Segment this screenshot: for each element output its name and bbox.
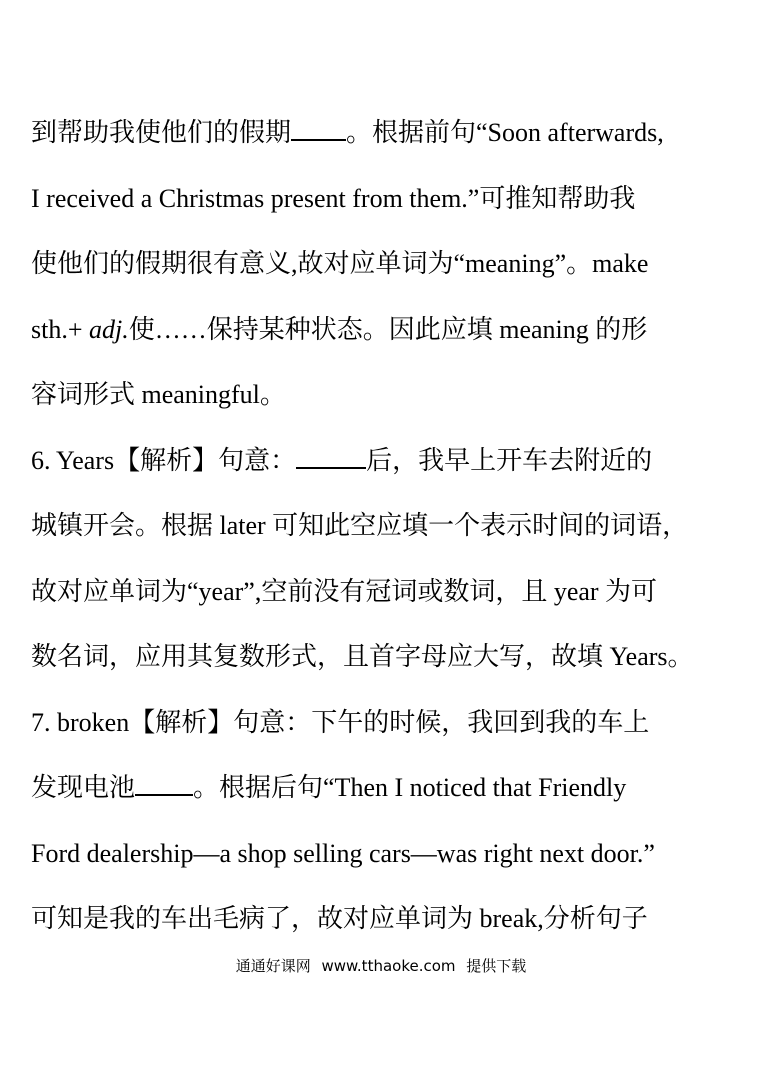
text-segment: 后，我早上开车去附近的 [366, 445, 653, 475]
text-line-7: 城镇开会。根据 later 可知此空应填一个表示时间的词语， [31, 511, 689, 540]
text-line-9: 数名词，应用其复数形式，且首字母应大写，故填 Years。 [31, 642, 694, 671]
text-segment: 。根据后句“Then I noticed that Friendly [193, 773, 627, 802]
text-line-11 [31, 755, 736, 821]
answer-blank [135, 774, 193, 796]
answer-explanation-text [31, 100, 736, 952]
text-segment: 使……保持某种状态。因此应填 meaning 的形 [128, 314, 648, 344]
text-segment: 发现电池 [31, 773, 136, 802]
text-line-5: 容词形式 meaningful。 [31, 380, 286, 409]
text-line-8: 故对应单词为“year”,空前没有冠词或数词，且 year 为可 [31, 576, 658, 606]
text-segment: 6. Years【解析】句意： [31, 445, 297, 475]
text-line-2: I received a Christmas present from them.”可推知帮助我 [31, 183, 636, 213]
text-line-4 [31, 297, 736, 363]
text-line-6 [31, 428, 736, 494]
text-line-1 [31, 100, 736, 166]
text-segment: 。根据前句“Soon afterwards, [346, 118, 664, 147]
text-line-12: Ford dealership—a shop selling cars—was right next door.” [31, 838, 655, 868]
italic-abbreviation: adj. [89, 314, 129, 344]
text-line-3: 使他们的假期很有意义,故对应单词为“meaning”。make [31, 249, 649, 278]
page-footer: 通通好课网 www.tthaoke.com 提供下载 [235, 957, 527, 975]
answer-blank [291, 119, 346, 141]
text-segment: sth.+ [31, 314, 90, 344]
text-segment: 到帮助我使他们的假期 [31, 118, 292, 147]
answer-blank [296, 447, 366, 469]
text-line-13: 可知是我的车出毛病了，故对应单词为 break,分析句子 [31, 904, 648, 933]
text-line-10: 7. broken【解析】句意：下午的时候，我回到我的车上 [31, 707, 650, 737]
